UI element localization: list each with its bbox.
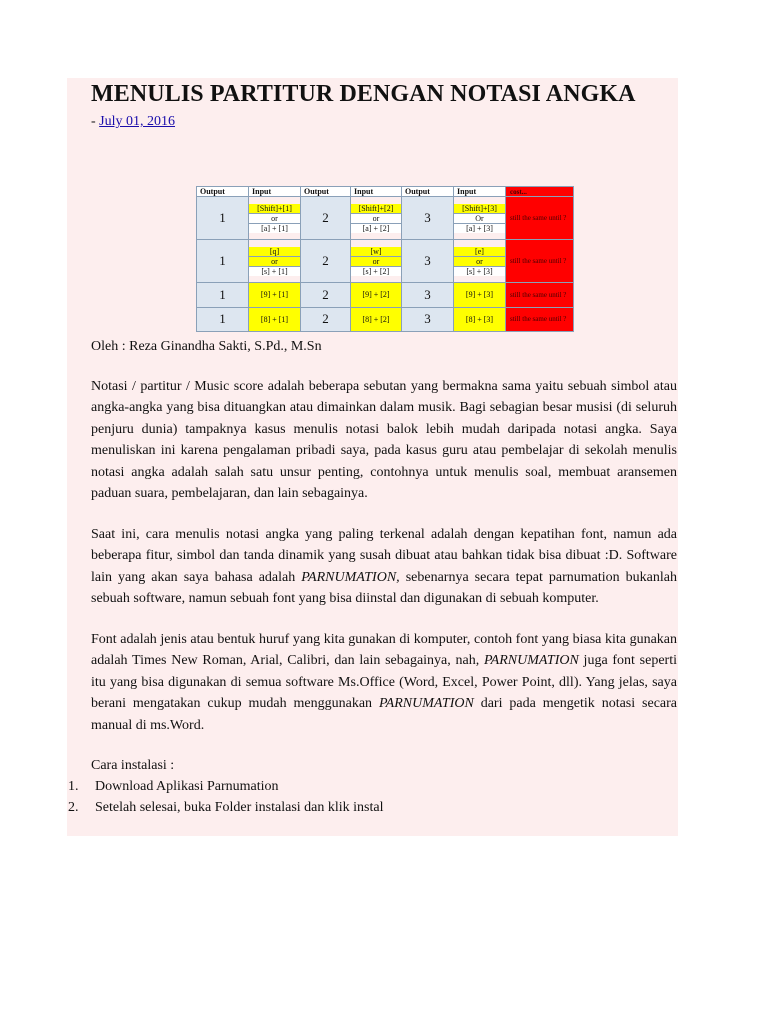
header-cell: Output: [301, 187, 351, 197]
input-line: or: [249, 213, 300, 223]
input-cell: [8] + [2]: [351, 307, 402, 331]
input-line: [Shift]+[2]: [351, 204, 401, 213]
table-row: [197, 283, 574, 307]
list-item-text: Download Aplikasi Parnumation: [95, 779, 279, 794]
input-line: [q]: [249, 247, 300, 256]
input-line: [a] + [3]: [454, 223, 505, 233]
install-heading: Cara instalasi :: [91, 758, 175, 773]
paragraph-intro: Notasi / partitur / Music score adalah beberapa sebutan yang bermakna sama yaitu sebuah simbol atau angka-angka yang bisa dituangkan atau dimainkan dalam musik. Bagi sebagian besar musisi (di seluruh penjuru dunia) tampaknya kasus menulis notasi balok lebih mudah daripada notasi angka. Saya menuliskan ini karena pengalaman pribadi saya, pada kasus guru atau pembelajar di sekolah menulis notasi angka adalah salah satu unsur penting, contohnya untuk menulis soal, membuat aransemen paduan suara, pembelajaran, dan lain sebagainya.: [91, 379, 677, 502]
output-cell: 3: [402, 197, 454, 240]
article-header: [91, 78, 677, 131]
paragraph-font-definition: [91, 629, 677, 736]
text-run: Font adalah jenis atau bentuk huruf yang kita gunakan di komputer, contoh font yang biasa kita gunakan adalah Times New Roman, Arial, Calibri, dan lain sebagainya, nah,: [91, 632, 677, 669]
output-cell: 3: [402, 240, 454, 283]
input-line: [a] + [1]: [249, 223, 300, 233]
output-cell: 2: [301, 197, 351, 240]
notation-key-table: [196, 186, 574, 332]
post-date-link[interactable]: July 01, 2016: [99, 114, 176, 129]
input-line: Or: [454, 213, 505, 223]
output-cell: 2: [301, 283, 351, 307]
text-run: juga font seperti itu yang bisa digunakan di semua software Ms.Office (Word, Excel, Power Point, dll). Yang jelas, saya berani mengatakan cukup mudah menggunakan: [91, 653, 677, 712]
input-line: [s] + [3]: [454, 266, 505, 276]
note-cell: still the same until ?: [506, 307, 574, 331]
input-line: or: [249, 256, 300, 266]
input-cell: [249, 197, 301, 240]
input-cell: [454, 240, 506, 283]
output-cell: 3: [402, 283, 454, 307]
paragraph-current-methods: [91, 524, 677, 610]
table-header-row: [197, 187, 574, 197]
input-cell: [8] + [1]: [249, 307, 301, 331]
header-cell: Output: [197, 187, 249, 197]
input-cell: [9] + [2]: [351, 283, 402, 307]
input-cell: [8] + [3]: [454, 307, 506, 331]
list-number: 1.: [68, 779, 79, 794]
list-item: [68, 797, 79, 818]
input-line: [e]: [454, 247, 505, 256]
table-row: [197, 197, 574, 240]
header-cell: cost...: [506, 187, 574, 197]
output-cell: 1: [197, 240, 249, 283]
note-cell: still the same until ?: [506, 240, 574, 283]
table-row: [197, 240, 574, 283]
header-cell: Input: [249, 187, 301, 197]
output-cell: 2: [301, 240, 351, 283]
input-cell: [249, 240, 301, 283]
output-cell: 1: [197, 307, 249, 331]
header-cell: Input: [351, 187, 402, 197]
date-prefix: -: [91, 114, 100, 129]
output-cell: 3: [402, 307, 454, 331]
input-line: or: [351, 256, 401, 266]
input-cell: [351, 197, 402, 240]
input-cell: [9] + [1]: [249, 283, 301, 307]
output-cell: 1: [197, 197, 249, 240]
input-cell: [9] + [3]: [454, 283, 506, 307]
input-cell: [351, 240, 402, 283]
header-cell: Output: [402, 187, 454, 197]
note-cell: still the same until ?: [506, 197, 574, 240]
header-cell: Input: [454, 187, 506, 197]
input-line: [s] + [2]: [351, 266, 401, 276]
input-cell: [454, 197, 506, 240]
notation-key-table-image: [196, 186, 573, 332]
list-item: [68, 776, 79, 797]
note-cell: still the same until ?: [506, 283, 574, 307]
emphasis-parnumation: PARNUMATION: [483, 653, 579, 669]
text-run: Saat ini, cara menulis notasi angka yang paling terkenal adalah dengan kepatihan font, namun ada beberapa fitur, simbol dan tanda dinamik yang susah dibuat atau bahkan tidak bisa dibuat :D. Software lain yang akan saya bahasa adalah: [91, 527, 677, 585]
output-cell: 2: [301, 307, 351, 331]
text-run: sebenarnya secara tepat parnumation bukanlah sebuah software, namun sebuah font yang bisa diinstal dan digunakan di sebuah komputer.: [91, 569, 678, 607]
emphasis-parnumation: PARNUMATION: [378, 696, 474, 712]
input-line: [a] + [2]: [351, 223, 401, 233]
author-line: Oleh : Reza Ginandha Sakti, S.Pd., M.Sn: [91, 339, 322, 354]
emphasis-parnumation: PARNUMATION,: [301, 569, 400, 585]
input-line: or: [454, 256, 505, 266]
input-line: [Shift]+[3]: [454, 204, 505, 213]
article-title: MENULIS PARTITUR DENGAN NOTASI ANGKA: [91, 81, 636, 107]
list-number: 2.: [68, 800, 79, 815]
input-line: [s] + [1]: [249, 266, 300, 276]
date-line: [91, 113, 677, 131]
input-line: [Shift]+[1]: [249, 204, 300, 213]
text-run: dari pada mengetik notasi secara manual di ms.Word.: [91, 696, 677, 733]
input-line: or: [351, 213, 401, 223]
output-cell: 1: [197, 283, 249, 307]
input-line: [w]: [351, 247, 401, 256]
table-row: [197, 307, 574, 331]
list-item-text: Setelah selesai, buka Folder instalasi dan klik instal: [95, 800, 384, 815]
